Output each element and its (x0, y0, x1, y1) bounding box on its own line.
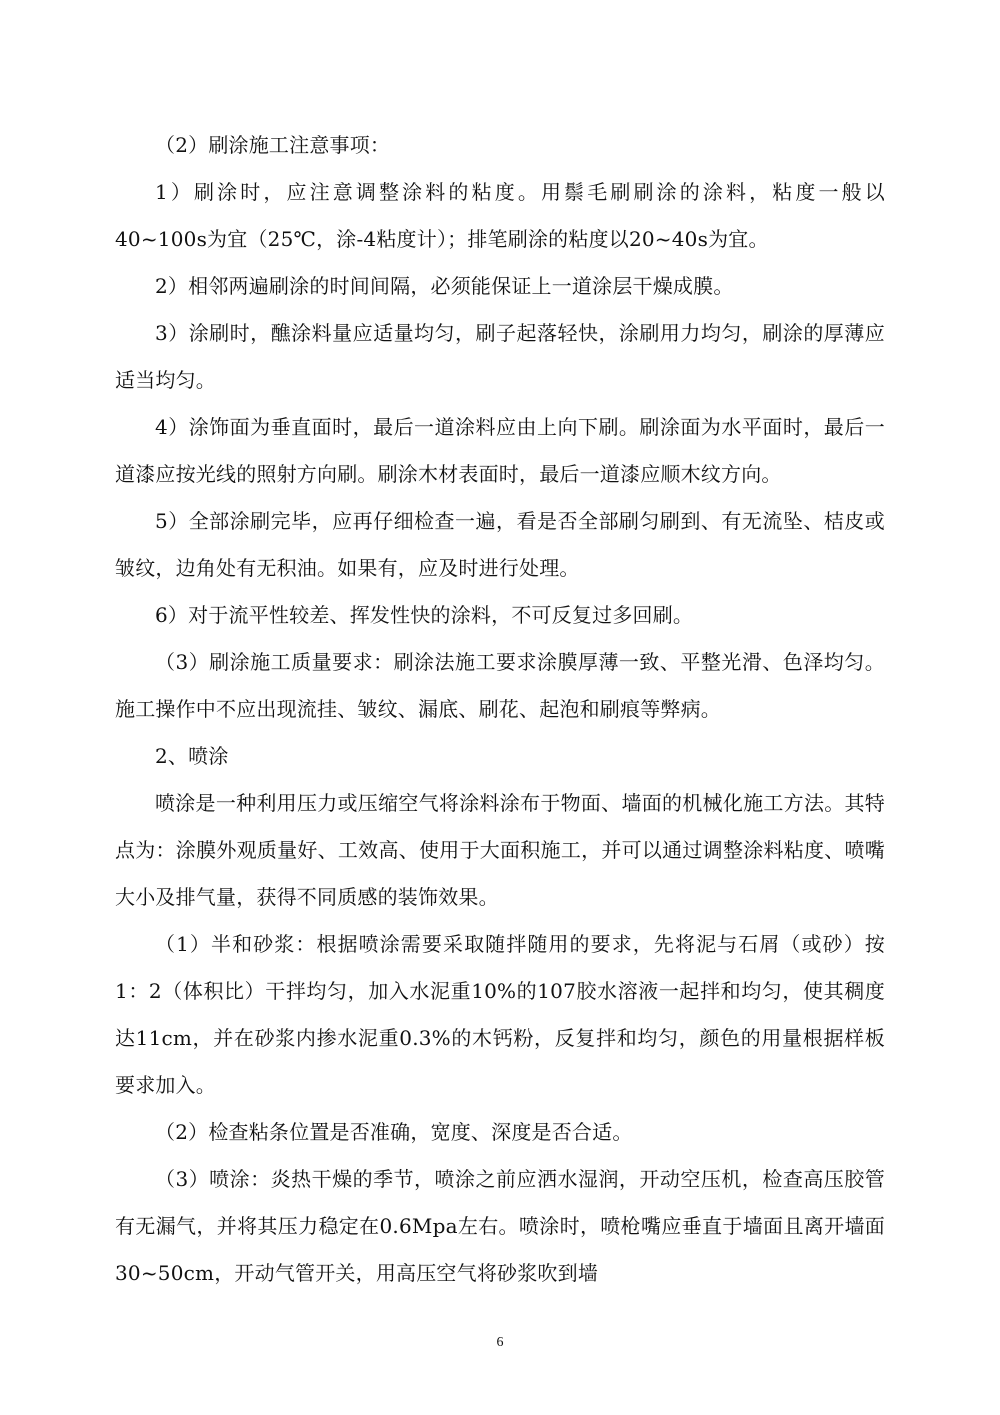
paragraph-item-3: 3）涂刷时，醮涂料量应适量均匀，刷子起落轻快，涂刷用力均匀，刷涂的厚薄应适当均匀。 (115, 321, 885, 392)
paragraph-mix-mortar: （1）半和砂浆：根据喷涂需要采取随拌随用的要求，先将泥与石屑（或砂）按1：2（体积比）干拌均匀，加入水泥重10%的107胶水溶液一起拌和均匀，使其稠度达11cm，并在砂浆内掺水泥重0.3%的木钙粉，反复拌和均匀，颜色的用量根据样板要求加入。 (115, 932, 885, 1097)
paragraph-item-2: 2）相邻两遍刷涂的时间间隔，必须能保证上一道涂层干燥成膜。 (155, 274, 734, 298)
paragraph-spraying-step: （3）喷涂：炎热干燥的季节，喷涂之前应洒水湿润，开动空压机，检查高压胶管有无漏气，并将其压力稳定在0.6Mpa左右。喷涂时，喷枪嘴应垂直于墙面且离开墙面30~50cm，开动气管开关，用高压空气将砂浆吹到墙 (115, 1167, 885, 1285)
paragraph-item-5: 5）全部涂刷完毕，应再仔细检查一遍，看是否全部刷匀刷到、有无流坠、桔皮或皱纹，边角处有无积油。如果有，应及时进行处理。 (115, 509, 885, 580)
page-number: 6 (496, 1335, 504, 1350)
paragraph-item-4: 4）涂饰面为垂直面时，最后一道涂料应由上向下刷。刷涂面为水平面时，最后一道漆应按光线的照射方向刷。刷涂木材表面时，最后一道漆应顺木纹方向。 (115, 415, 885, 486)
paragraph-spraying-intro: 喷涂是一种利用压力或压缩空气将涂料涂布于物面、墙面的机械化施工方法。其特点为：涂膜外观质量好、工效高、使用于大面积施工，并可以通过调整涂料粘度、喷嘴大小及排气量，获得不同质感的装饰效果。 (115, 791, 885, 909)
paragraph-item-1: 1）刷涂时，应注意调整涂料的粘度。用鬃毛刷刷涂的涂料，粘度一般以40~100s为宜（25℃，涂-4粘度计）；排笔刷涂的粘度以20~40s为宜。 (115, 180, 885, 251)
paragraph-quality-requirements: （3）刷涂施工质量要求：刷涂法施工要求涂膜厚薄一致、平整光滑、色泽均匀。施工操作中不应出现流挂、皱纹、漏底、刷花、起泡和刷痕等弊病。 (115, 650, 885, 721)
document-body (115, 122, 885, 1297)
paragraph-brush-precautions-heading: （2）刷涂施工注意事项： (155, 133, 391, 157)
paragraph-item-6: 6）对于流平性较差、挥发性快的涂料，不可反复过多回刷。 (155, 603, 694, 627)
paragraph-check-strips: （2）检查粘条位置是否准确，宽度、深度是否合适。 (155, 1120, 633, 1144)
section-heading-spraying: 2、喷涂 (155, 744, 229, 768)
